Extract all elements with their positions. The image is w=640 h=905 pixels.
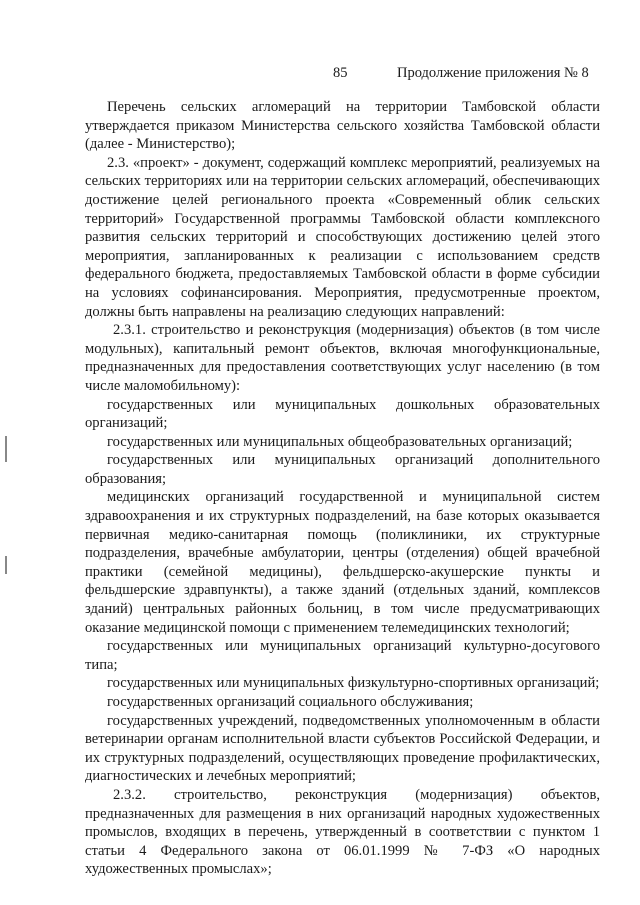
appendix-continuation: Продолжение приложения № 8 bbox=[397, 65, 589, 81]
paragraph: 2.3. «проект» - документ, содержащий комплекс мероприятий, реализуемых на сельских территориях или на территории сельских агломераций, обеспечивающих достижение целей регионального проекта «Современный облик сельских территорий» Государственной программы Тамбовской области комплексного развития сельских территорий и способствующих достижению целей этого мероприятия, запланированных к реализации с использованием средств федерального бюджета, предоставляемых Тамбовской области в форме субсидии на условиях софинансирования. Мероприятия, предусмотренные проектом, должны быть направлены на реализацию следующих направлений: bbox=[85, 154, 600, 320]
paragraph: 2.3.2. строительство, реконструкция (модернизация) объектов, предназначенных для размещения в них организаций народных художественных промыслов, входящих в перечень, утвержденный в соответствии с пунктом 1 статьи 4 Федерального закона от 06.01.1999 № 7-ФЗ «О народных художественных промыслах»; bbox=[85, 786, 600, 878]
document-body bbox=[85, 98, 600, 879]
scan-edge-mark bbox=[5, 436, 7, 462]
paragraph: 2.3.1. строительство и реконструкция (модернизация) объектов (в том числе модульных), капитальный ремонт объектов, включая многофункциональные, предназначенных для предоставления соответствующих услуг населению (в том числе маломобильному): bbox=[85, 322, 600, 394]
list-item: государственных или муниципальных организаций культурно-досугового типа; bbox=[85, 638, 600, 673]
list-item: государственных учреждений, подведомственных уполномоченным в области ветеринарии органам исполнительной власти субъектов Российской Федерации, и их структурных подразделений, осуществляющих проведение профилактических, диагностических и лечебных мероприятий; bbox=[85, 712, 600, 785]
paragraph: Перечень сельских агломераций на территории Тамбовской области утверждается приказом Министерства сельского хозяйства Тамбовской области (далее - Министерство); bbox=[85, 99, 600, 153]
page-number: 85 bbox=[333, 65, 348, 81]
page-header bbox=[0, 65, 640, 83]
list-item: медицинских организаций государственной и муниципальной систем здравоохранения и их структурных подразделений, на базе которых оказывается первичная медико-санитарная помощь (поликлиники, их структурные подразделения, врачебные амбулатории, центры (отделения) общей врачебной практики (семейной медицины), фельдшерско-акушерские пункты и фельдшерские здравпункты), а также зданий (отдельных зданий, комплексов зданий) центральных районных больниц, в том числе предусматривающих оказание медицинской помощи с применением телемедицинских технологий; bbox=[85, 489, 600, 636]
list-item: государственных или муниципальных общеобразовательных организаций; bbox=[107, 433, 573, 450]
list-item: государственных или муниципальных дошкольных образовательных организаций; bbox=[85, 396, 600, 432]
scan-edge-mark bbox=[5, 556, 7, 574]
list-item: государственных или муниципальных организаций дополнительного образования; bbox=[85, 452, 600, 487]
list-item: государственных или муниципальных физкультурно-спортивных организаций; bbox=[107, 675, 600, 692]
list-item: государственных организаций социального обслуживания; bbox=[107, 694, 474, 710]
